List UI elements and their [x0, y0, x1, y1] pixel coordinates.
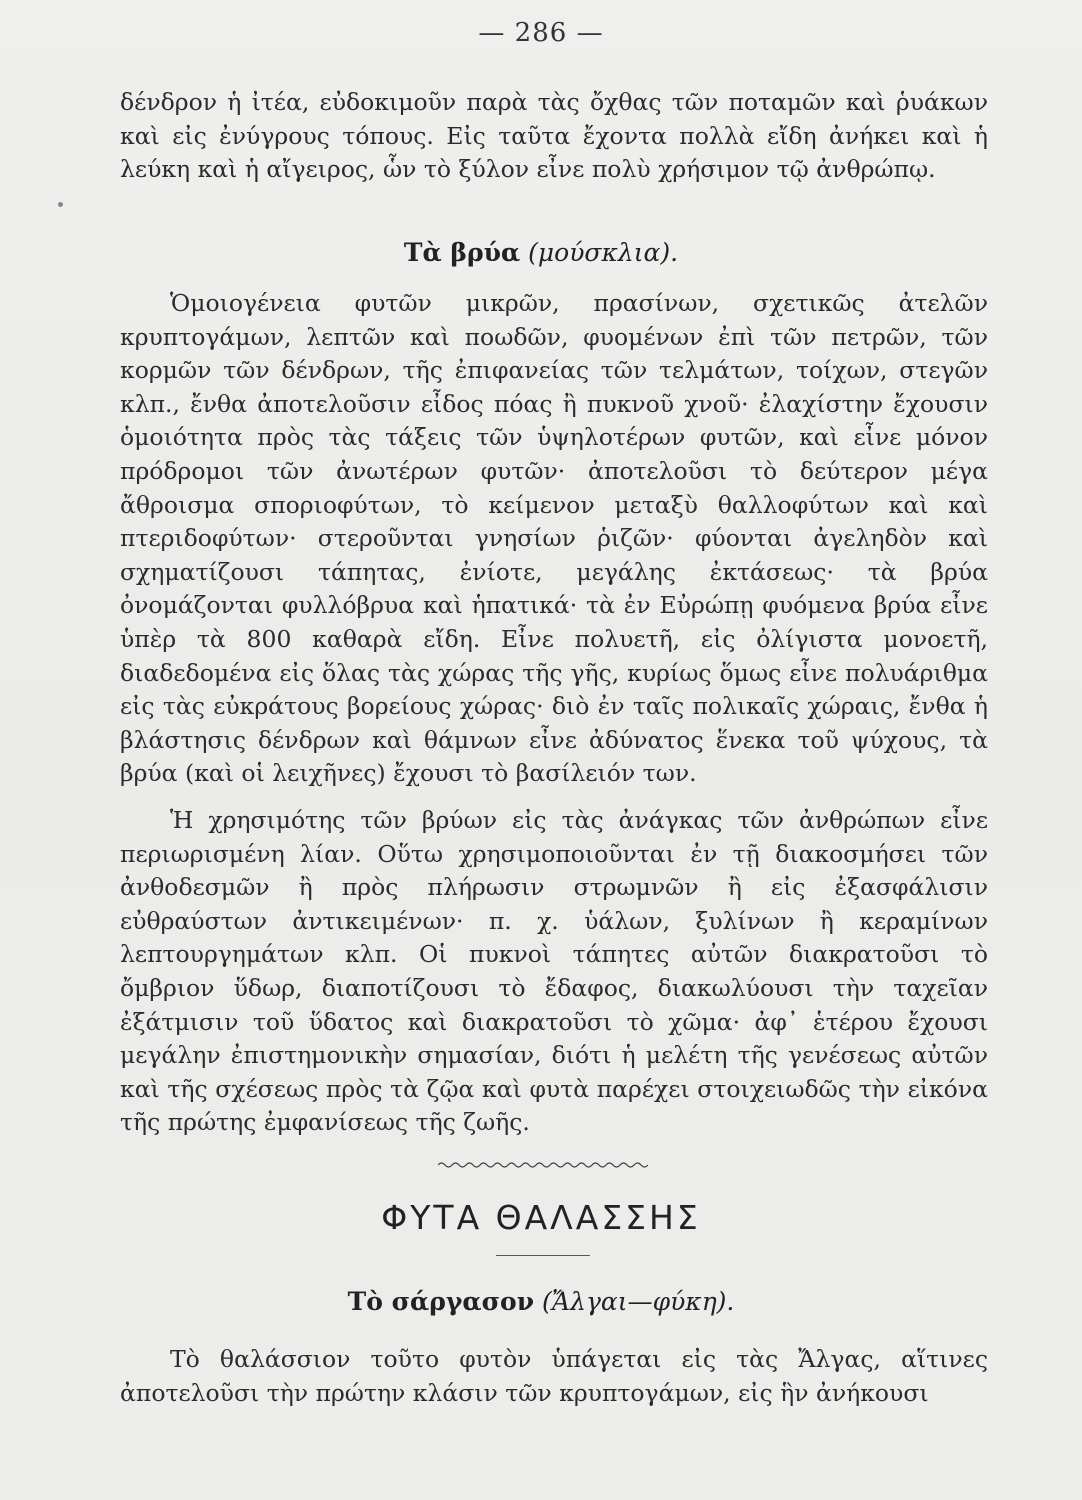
paragraph-willow: δένδρον ἡ ἰτέα, εὐδοκιμοῦν παρὰ τὰς ὄχθας τῶν ποταμῶν καὶ ῥυάκων καὶ εἰς ἐνύγρους τόπους. Εἰς ταῦτα ἔχοντα πολλὰ εἴδη ἀνήκει καὶ ἡ λεύκη καὶ ἡ αἴγειρος, ὧν τὸ ξύλον εἶνε πολὺ χρήσιμον τῷ ἀνθρώπῳ. — [120, 88, 988, 184]
paragraph-mosses-description: Ὁμοιογένεια φυτῶν μικρῶν, πρασίνων, σχετικῶς ἀτελῶν κρυπτογάμων, λεπτῶν καὶ ποωδῶν, φυομένων ἐπὶ τῶν πετρῶν, τῶν κορμῶν τῶν δένδρων, τῆς ἐπιφανείας τῶν τελμάτων, τοίχων, στεγῶν κλπ., ἔνθα ἀποτελοῦσιν εἶδος πόας ἢ πυκνοῦ χνοῦ· ἐλαχίστην ἔχουσιν ὁμοιότητα πρὸς τὰς τάξεις τῶν ὑψηλοτέρων φυτῶν, καὶ εἶνε μόνον πρόδρομοι τῶν ἀνωτέρων φυτῶν· ἀποτελοῦσι τὸ δεύτερον μέγα ἄθροισμα σποριοφύτων, τὸ κείμενον μεταξὺ θαλλοφύτων καὶ καὶ πτεριδοφύτων· στεροῦνται γνησίων ῥιζῶν· φύονται ἀγεληδὸν καὶ σχηματίζουσι τάπητας, ἐνίοτε, μεγάλης ἐκτάσεως· τὰ βρύα ὀνομάζονται φυλλόβρυα καὶ ἡπατικά· τὰ ἐν Εὐρώπῃ φυόμενα βρύα εἶνε ὑπὲρ τὰ 800 καθαρὰ εἴδη. Εἶνε πολυετῆ, εἰς ὀλίγιστα μονοετῆ, διαδεδομένα εἰς ὅλας τὰς χώρας τῆς γῆς, κυρίως ὅμως εἶνε πολυάριθμα εἰς τὰς εὐκράτους βορείους χώρας· διὸ ἐν ταῖς πολικαῖς χώραις, ἔνθα ἡ βλάστησις δένδρων καὶ θάμνων εἶνε ἀδύνατος ἕνεκα τοῦ ψύχους, τὰ βρύα (καὶ οἱ λειχῆνες) ἔχουσι τὸ βασίλειόν των. — [120, 289, 988, 788]
wavy-divider — [438, 1160, 648, 1170]
heading-sargassum-subtitle: (Ἄλγαι—φύκη). — [542, 1287, 735, 1316]
heading-sargassum — [0, 1287, 1082, 1316]
heading-sargassum-title: Τὸ σάργασον — [347, 1287, 535, 1316]
section-rule — [496, 1255, 590, 1256]
paragraph-sargassum: Τὸ θαλάσσιον τοῦτο φυτὸν ὑπάγεται εἰς τὰς Ἄλγας, αἵτινες ἀποτελοῦσι τὴν πρώτην κλάσιν τῶν κρυπτογάμων, εἰς ἣν ἀνήκουσι — [120, 1345, 988, 1407]
page-number: — 286 — — [478, 18, 604, 48]
heading-mosses-title: Τὰ βρύα — [403, 238, 521, 267]
paragraph-mosses-usefulness: Ἡ χρησιμότης τῶν βρύων εἰς τὰς ἀνάγκας τῶν ἀνθρώπων εἶνε περιωρισμένη λίαν. Οὕτω χρησιμοποιοῦνται ἐν τῇ διακοσμήσει τῶν ἀνθοδεσμῶν ἢ πρὸς πλήρωσιν στρωμνῶν ἢ εἰς ἐξασφάλισιν εὐθραύστων ἀντικειμένων· π. χ. ὑάλων, ξυλίνων ἢ κεραμίνων λεπτουργημάτων κλπ. Οἱ πυκνοὶ τάπητες αὐτῶν διακρατοῦσι τὸ ὄμβριον ὕδωρ, διαποτίζουσι τὸ ἔδαφος, διακωλύουσι τὴν ταχεῖαν ἐξάτμισιν τοῦ ὕδατος καὶ διακρατοῦσι τὸ χῶμα· ἀφ᾽ ἑτέρου ἔχουσι μεγάλην ἐπιστημονικὴν σημασίαν, διότι ἡ μελέτη τῆς γενέσεως αὐτῶν καὶ τῆς σχέσεως πρὸς τὰ ζῷα καὶ φυτὰ παρέχει στοιχειωδῶς τὴν εἰκόνα τῆς πρώτης ἐμφανίσεως τῆς ζωῆς. — [120, 806, 988, 1137]
heading-mosses-subtitle: (μούσκλια). — [528, 238, 679, 267]
margin-dot — [58, 202, 63, 207]
section-title-sea-plants: ΦΥΤΑ ΘΑΛΑΣΣΗΣ — [381, 1198, 701, 1237]
heading-mosses — [0, 238, 1082, 267]
